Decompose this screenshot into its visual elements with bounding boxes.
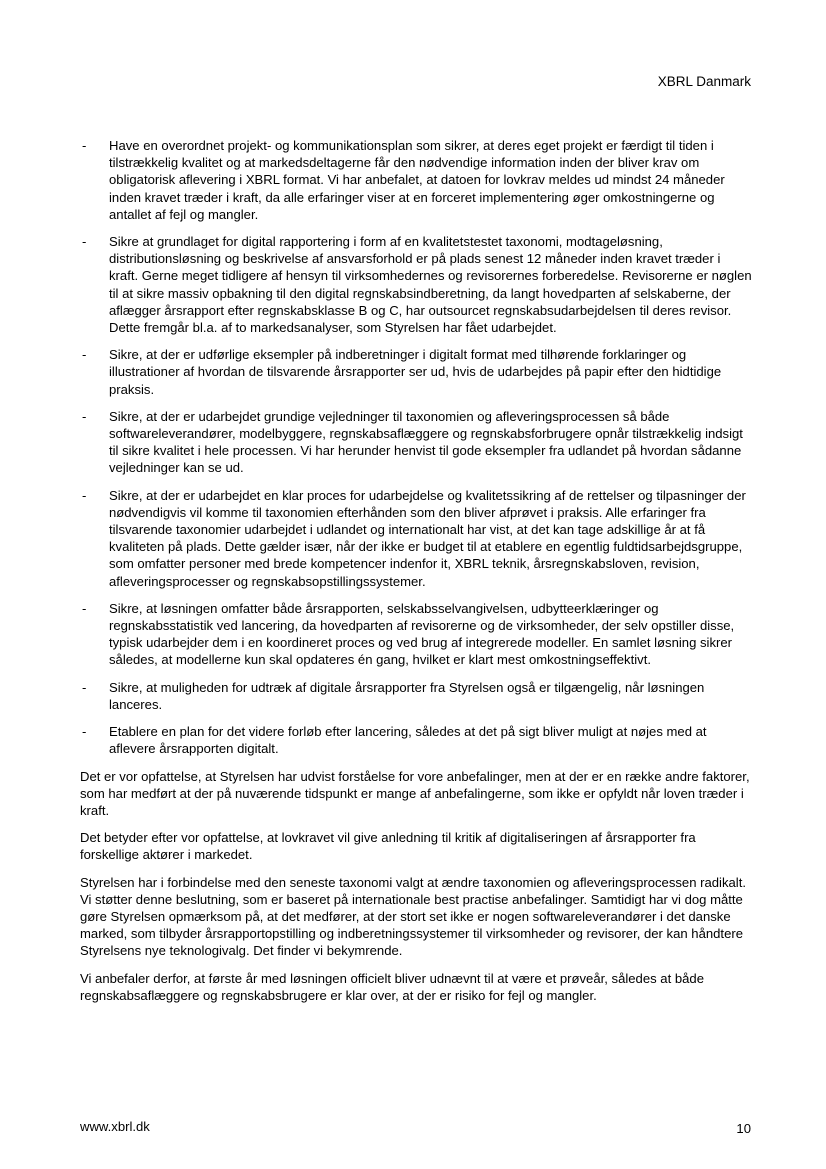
bullet-dash: - <box>82 347 87 363</box>
page-header-title: XBRL Danmark <box>657 74 751 89</box>
body-paragraph: Vi anbefaler derfor, at første år med løsningen officielt bliver udnævnt til at være et prøveår, således at både regnskabsaflæggere og regnskabsbrugere er klar over, at der er risiko for fejl og mangler. <box>80 970 704 1003</box>
list-item <box>80 233 752 336</box>
list-item <box>80 600 752 669</box>
list-item-text: Sikre, at der er udførlige eksempler på indberetninger i digitalt format med tilhørende forklaringer og illustrationer af hvordan de tilsvarende årsrapporter ser ud, hvis de udarbejdes på papir efter den hidtidige praksis. <box>109 347 722 397</box>
document-body <box>80 137 752 1014</box>
bullet-dash: - <box>82 600 87 616</box>
list-item <box>80 679 752 713</box>
list-item <box>80 723 752 757</box>
bullet-dash: - <box>82 138 87 153</box>
list-item <box>80 137 752 223</box>
list-item-text: Sikre, at muligheden for udtræk af digitale årsrapporter fra Styrelsen også er tilgængelig, når løsningen lanceres. <box>109 679 705 712</box>
list-item-text: Etablere en plan for det videre forløb efter lancering, således at det på sigt bliver muligt at nøjes med at aflevere årsrapporten digitalt. <box>109 724 707 757</box>
list-item-text: Sikre, at løsningen omfatter både årsrapporten, selskabsselvangivelsen, udbytteerklæringer og regnskabsstatistik ved lancering, da hovedparten af revisorerne og de virksomheder, der selv opstiller disse, typisk udarbejder dem i en koordineret proces og ved brug af integrerede modeller. En samlet løsning sikrer således, at modellerne kun skal opdateres én gang, hvilket er klart mest omkostningseffektivt. <box>109 600 735 668</box>
bullet-dash: - <box>82 408 87 424</box>
list-item <box>80 346 752 398</box>
list-item-text: Sikre, at der er udarbejdet en klar proces for udarbejdelse og kvalitetssikring af de rettelser og tilpasninger der nødvendigvis vil komme til taxonomien efterhånden som den bliver afprøvet i praksis. Alle erfaringer fra tilsvarende taxonomier udarbejdet i udlandet og internationalt har vist, at det kan tage adskillige år at få kvaliteten på plads. Dette gælder især, når der ikke er budget til at etablere en egentlig fuldtidsarbejdsgruppe, som omfatter personer med brede kompetencer indenfor it, XBRL teknik, årsregnskabsloven, revision, afleveringsprocesser og regnskabsopstillingssystemer. <box>109 487 746 589</box>
list-item-text: Sikre at grundlaget for digital rapportering i form af en kvalitetstestet taxonomi, modtageløsning, distributionsløsning og beskrivelse af ansvarsforhold er på plads senest 12 måneder inden kravet træder i kraft. Gerne meget tidligere af hensyn til virksomhedernes og revisorernes forberedelse. Revisorerne er nøglen til at sikre massiv opbakning til den digital regnskabsindberetning, da langt hovedparten af selskaberne, der aflægger årsrapport efter regnskabsklasse B og C, har outsourcet regnskabsudarbejdelsen til deres revisor. Dette fremgår bl.a. af to markedsanalyser, som Styrelsen har fået udarbejdet. <box>109 234 752 336</box>
list-item-text: Sikre, at der er udarbejdet grundige vejledninger til taxonomien og afleveringsprocessen så både softwareleverandører, modelbyggere, regnskabsaflæggere og regnskabsforbrugere opnår tilstrækkelig indsigt til sikre kvalitet i hele processen. Vi har herunder henvist til gode eksempler fra udlandet på hvordan sådanne vejledninger kan se ud. <box>109 408 743 476</box>
list-item <box>80 487 752 590</box>
bullet-dash: - <box>82 487 87 503</box>
body-paragraph: Styrelsen har i forbindelse med den seneste taxonomi valgt at ændre taxonomien og afleveringsprocessen radikalt. Vi støtter denne beslutning, som er baseret på internationale best practise anbefalinger. Samtidigt har vi dog måtte gøre Styrelsen opmærksom på, at det medfører, at der stort set ikke er nogen softwareleverandører i det danske marked, som tilbyder årsrapportopstilling og indberetningssystemer til virksomheder og revisorer, der kan håndtere Styrelsens nye teknologivalg. Det finder vi bekymrende. <box>80 874 746 959</box>
body-paragraph: Det er vor opfattelse, at Styrelsen har udvist forståelse for vore anbefalinger, men at der er en række andre faktorer, som har medført at der på nuværende tidspunkt er mange af anbefalingerne, som ikke er opfyldt når loven træder i kraft. <box>80 768 750 818</box>
bullet-dash: - <box>82 724 87 740</box>
body-paragraph: Det betyder efter vor opfattelse, at lovkravet vil give anledning til kritik af digitaliseringen af årsrapporter fra forskellige aktører i markedet. <box>80 830 696 863</box>
bullet-dash: - <box>82 234 87 250</box>
footer-website: www.xbrl.dk <box>80 1119 150 1134</box>
page-number: 10 <box>736 1121 751 1136</box>
recommendation-list <box>80 137 752 758</box>
list-item-text: Have en overordnet projekt- og kommunikationsplan som sikrer, at deres eget projekt er færdigt til tiden i tilstrækkelig kvalitet og at markedsdeltagerne får den nødvendige information inden der bliver krav om obligatorisk aflevering i XBRL format. Vi har anbefalet, at datoen for lovkrav meldes ud mindst 24 måneder inden kravet træder i kraft, da alle erfaringer viser at en forceret implementering øger omkostningerne og antallet af fejl og mangler. <box>109 138 725 222</box>
bullet-dash: - <box>82 679 87 695</box>
list-item <box>80 408 752 477</box>
